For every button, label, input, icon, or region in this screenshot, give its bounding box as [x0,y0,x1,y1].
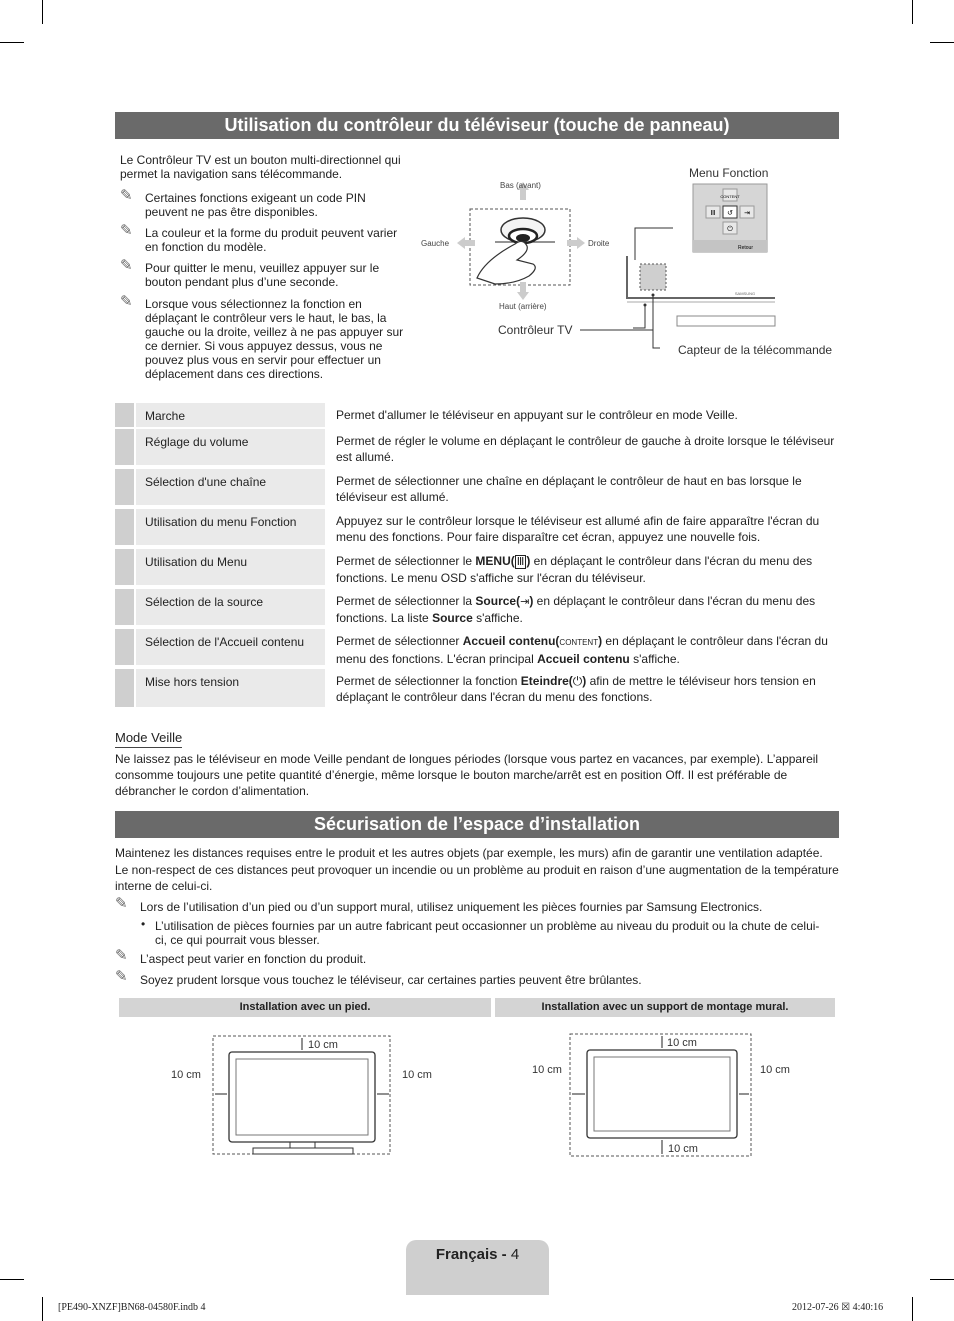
note-color: La couleur et la forme du produit peuvent varier en fonction du modèle. [145,226,398,254]
stand-clearance-diagram [205,1030,400,1160]
header-wall: Installation avec un support de montage mural. [495,998,835,1017]
label-controleur: Contrôleur TV [498,323,573,337]
label-haut: Haut (arrière) [499,302,547,311]
retour-label: Retour [737,245,753,251]
note-pencil-icon: ✎ [120,293,133,310]
controller-diagram [415,160,845,360]
dist-top: 10 cm [667,1037,697,1049]
note-pencil-icon: ✎ [115,895,128,912]
crop-mark [912,0,913,24]
power-icon: ⏻ [572,674,583,688]
table-row: Marche Permet d'allumer le téléviseur en appuyant sur le contrôleur en mode Veille. [115,403,839,427]
table-row: Mise hors tension Permet de sélectionner la fonction Eteindre(⏻) afin de mettre le téléviseur hors tension en déplaçant le contrôleur dans l'écran du menu des fonctions. [115,669,839,707]
menu-icon: Ⅲ [710,210,716,217]
label-bas: Bas (avant) [500,181,541,190]
note-pencil-icon: ✎ [115,968,128,985]
content-label: CONTENT [720,194,740,199]
note-hot: Soyez prudent lorsque vous touchez le téléviseur, car certaines parties peuvent être brûlantes. [140,973,642,987]
bullet-other-parts: L’utilisation de pièces fournies par un autre fabricant peut occasionner un problème au niveau du produit ou la chute de celui-ci, ce qui pourrait vous blesser. [155,919,820,947]
return-icon: ↺ [727,210,733,217]
label-droite: Droite [588,239,610,248]
bullet-icon: • [141,917,146,931]
power-icon: ⏻ [727,226,733,233]
dist-right: 10 cm [760,1064,790,1076]
arrow-left-icon [457,237,475,249]
header-stand: Installation avec un pied. [119,998,491,1017]
page-number: Français - 4 [435,1246,520,1263]
mode-veille-text: Ne laissez pas le téléviseur en mode Veille pendant de longues périodes (lorsque vous partez en vacances, par exemple). L’appareil consomme toujours une petite quantité d’énergie, même lorsque le bouton marche/arrêt est en position Off. Il est préférable de débrancher le cordon d’alimentation. [115,752,819,798]
note-select: Lorsque vous sélectionnez la fonction en déplaçant le contrôleur vers le haut, le bas, la gauche ou la droite, veillez à ne pas appuyer sur ce dernier. Si vous appuyez dessus, vous ne pouvez plus vous en servir pour effectuer un déplacement dans ces directions. [145,297,404,381]
note-pencil-icon: ✎ [115,947,128,964]
crop-mark [0,1279,24,1280]
note-samsung-parts: Lors de l’utilisation d’un pied ou d’un support mural, utilisez uniquement les pièces fournies par Samsung Electronics. [140,900,763,914]
source-icon: ⇥ [520,596,530,608]
section-title-controller: Utilisation du contrôleur du téléviseur (touche de panneau) [115,112,839,139]
crop-mark [42,0,43,24]
note-aspect: L’aspect peut varier en fonction du produit. [140,952,367,966]
label-gauche: Gauche [421,239,450,248]
brand-logo: SAMSUNG [734,291,756,296]
crop-mark [0,42,24,43]
section-title-installation: Sécurisation de l’espace d’installation [115,811,839,838]
note-pin: Certaines fonctions exigeant un code PIN peuvent ne pas être disponibles. [145,191,366,219]
intro-text: Le Contrôleur TV est un bouton multi-directionnel qui permet la navigation sans télécommande. [120,153,401,181]
hand-icon [477,241,535,284]
note-pencil-icon: ✎ [120,222,133,239]
print-info-file: [PE490-XNZF]BN68-04580F.indb 4 [58,1302,206,1313]
content-icon: CONTENT [559,638,599,647]
source-icon: ⇥ [744,210,750,217]
table-row: Utilisation du Menu Permet de sélectionner le MENU( Ⅲ ) en déplaçant le contrôleur dans l'écran du menu des fonctions. Le menu OSD s'affiche sur l'écran du téléviseur. [115,549,839,585]
installation-para-1: Maintenez les distances requises entre le produit et les autres objets (par exemple, les murs) afin de garantir une ventilation adaptée. [115,846,823,860]
print-info-date: 2012-07-26 ☒ 4:40:16 [792,1302,884,1313]
mode-veille-title: Mode Veille [115,730,182,748]
crop-mark [912,1297,913,1321]
table-row: Sélection d'une chaîne Permet de sélectionner une chaîne en déplaçant le contrôleur de haut en bas lorsque le téléviseur est allumé. [115,469,839,505]
arrow-right-icon [567,237,585,249]
table-row: Sélection de l'Accueil contenu Permet de sélectionner Accueil contenu(CONTENT) en déplaçant le contrôleur dans l'écran du menu des fonctions. L'écran principal Accueil contenu s'affiche. [115,629,839,665]
label-menu-fonction: Menu Fonction [689,166,769,180]
table-row: Sélection de la source Permet de sélectionner la Source(⇥) en déplaçant le contrôleur dans l'écran du menu des fonctions. La liste Source s'affiche. [115,589,839,625]
dist-top: 10 cm [308,1039,338,1051]
note-quit: Pour quitter le menu, veuillez appuyer sur le bouton pendant plus d’une seconde. [145,261,380,289]
table-row: Réglage du volume Permet de régler le volume en déplaçant le contrôleur de gauche à droite lorsque le téléviseur est allumé. [115,429,839,465]
crop-mark [42,1297,43,1321]
note-pencil-icon: ✎ [120,257,133,274]
dist-bottom: 10 cm [668,1143,698,1155]
installation-para-2: Le non-respect de ces distances peut provoquer un incendie ou un problème au produit en raison d’une augmentation de la température interne de celui-ci. [115,863,839,893]
table-row: Utilisation du menu Fonction Appuyez sur le contrôleur lorsque le téléviseur est allumé afin de faire apparaître l'écran du menu des fonctions. Pour faire disparaître cet écran, appuyez une nouvelle fois. [115,509,839,545]
note-pencil-icon: ✎ [120,187,133,204]
label-capteur: Capteur de la télécommande [678,343,833,357]
crop-mark [930,1279,954,1280]
dist-left: 10 cm [532,1064,562,1076]
crop-mark [930,42,954,43]
wall-clearance-diagram [565,1030,755,1160]
menu-icon: Ⅲ [516,556,525,568]
dist-right: 10 cm [402,1069,432,1081]
dist-left: 10 cm [171,1069,201,1081]
